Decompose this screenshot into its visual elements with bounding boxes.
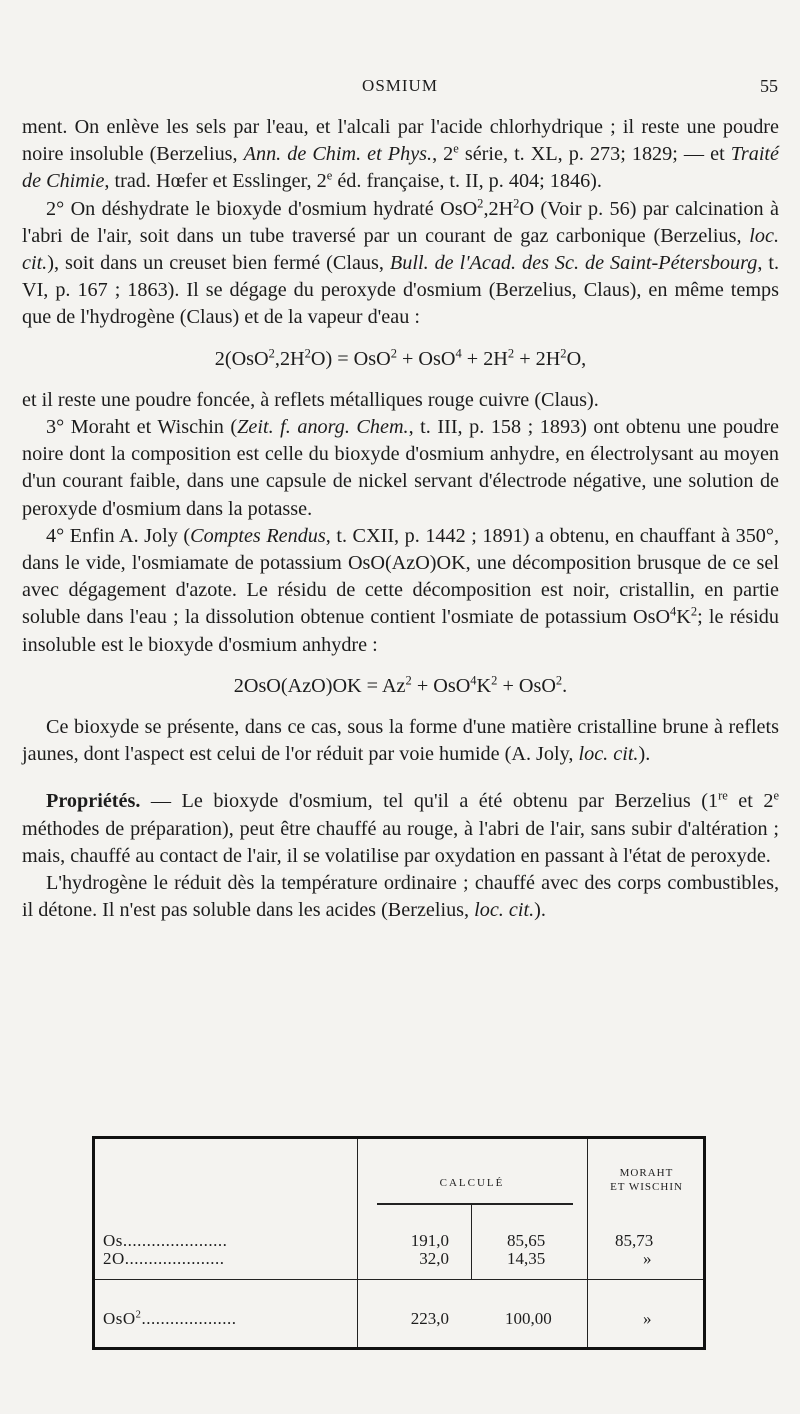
paragraph-5: 4° Enfin A. Joly (Comptes Rendus, t. CXII, p. 1442 ; 1891) a obtenu, en chauffant à 350°, dans le vide, l'osmiamate de potassium OsO(AzO)OK, une décomposition brusque de ce sel avec dégagement d'azote. Le résidu de cette décomposition est noir, cristallin, en partie soluble dans l'eau ; la dissolution obtenue contient l'osmiate de potassium $OsO^4K^2$; le résidu insoluble est le bioxyde d'osmium anhydre : xyxy=(22,524,780,656)
paragraph-1: ment. On enlève les sels par l'eau, et l'alcali par l'acide chlorhydrique ; il reste une poudre noire insoluble (Berzelius, Ann. de Chim. et Phys., 2e série, t. XL, p. 273; 1829; — et Traité de Chimie, trad. Hœfer et Esslinger, 2e éd. française, t. II, p. 404; 1846). xyxy=(22,116,779,193)
paragraph-4: 3° Moraht et Wischin (Zeit. f. anorg. Chem., t. III, p. 158 ; 1893) ont obtenu une poudre noire dont la composition est celle du bioxyde d'osmium anhydre, en électrolysant au moyen d'un courant faible, dans une capsule de nickel servant d'électrode négative, une solution de peroxyde d'osmium dans la potasse. xyxy=(22,416,780,520)
row-os-label: Os...................... xyxy=(103,1231,228,1250)
row-os-calc-mass: 191,0 xyxy=(410,1231,449,1250)
row-2o-label: 2O..................... xyxy=(103,1249,225,1268)
row-2o-found: » xyxy=(643,1249,652,1268)
running-header xyxy=(0,76,800,100)
header-found-2: ET WISCHIN xyxy=(610,1181,683,1193)
main-text xyxy=(22,114,779,924)
row-total-calc-percent: 100,00 xyxy=(505,1309,552,1328)
paragraph-6: Ce bioxyde se présente, dans ce cas, sous la forme d'une matière cristalline brune à reflets jaunes, dont l'aspect est celui de l'or réduit par voie humide (A. Joly, loc. cit.). xyxy=(22,716,779,766)
equation-2: $2OsO(AzO)OK = Az^2 + OsO^4K^2 + OsO^2$. xyxy=(233,673,568,697)
equation-1: $2(OsO^2,2H^2O) = OsO^2 + OsO^4 + 2H^2 + 2H^2O$, xyxy=(214,345,587,370)
row-total-calc-mass: 223,0 xyxy=(410,1309,449,1328)
header-calculated: CALCULÉ xyxy=(439,1177,505,1189)
header-title: OSMIUM xyxy=(362,76,438,95)
section-heading: Propriétés. xyxy=(46,790,141,813)
row-2o-calc-mass: 32,0 xyxy=(419,1249,449,1268)
header-rule xyxy=(377,1203,573,1205)
composition-table xyxy=(92,1136,706,1350)
row-os-calc-percent: 85,65 xyxy=(507,1231,546,1250)
row-2o-calc-percent: 14,35 xyxy=(507,1249,546,1268)
page-number: 55 xyxy=(760,76,778,96)
paragraph-8: L'hydrogène le réduit dès la température ordinaire ; chauffé avec des corps combustibles, il détone. Il n'est pas soluble dans les acides (Berzelius, loc. cit.). xyxy=(22,872,779,922)
row-total-label: OsO$^2$.................... xyxy=(103,1309,237,1328)
paragraph-7: Propriétés. — Le bioxyde d'osmium, tel qu'il a été obtenu par Berzelius (1re et 2e méthodes de préparation), peut être chauffé au rouge, à l'abri de l'air, sans subir d'altération ; mais, chauffé au contact de l'air, il se volatilise par oxydation en passant à l'état de peroxyde. xyxy=(22,788,779,867)
row-os-found: 85,73 xyxy=(615,1231,654,1250)
header-found-1: MORAHT xyxy=(619,1167,674,1179)
table-divider xyxy=(471,1203,472,1279)
paragraph-2: 2° On déshydrate le bioxyde d'osmium hydraté $OsO^2,2H^2O$ (Voir p. 56) par calcination à l'abri de l'air, soit dans un tube traversé par un courant de gaz carbonique (Berzelius, loc. cit.), soit dans un creuset bien fermé (Claus, Bull. de l'Acad. des Sc. de Saint-Pétersbourg, t. VI, p. 167 ; 1863). Il se dégage du peroxyde d'osmium (Berzelius, Claus), en même temps que de l'hydrogène (Claus) et de la vapeur d'eau : xyxy=(22,195,780,329)
row-total-found: » xyxy=(643,1309,652,1328)
table-divider xyxy=(95,1279,703,1280)
paragraph-3: et il reste une poudre foncée, à reflets métalliques rouge cuivre (Claus). xyxy=(22,388,599,411)
